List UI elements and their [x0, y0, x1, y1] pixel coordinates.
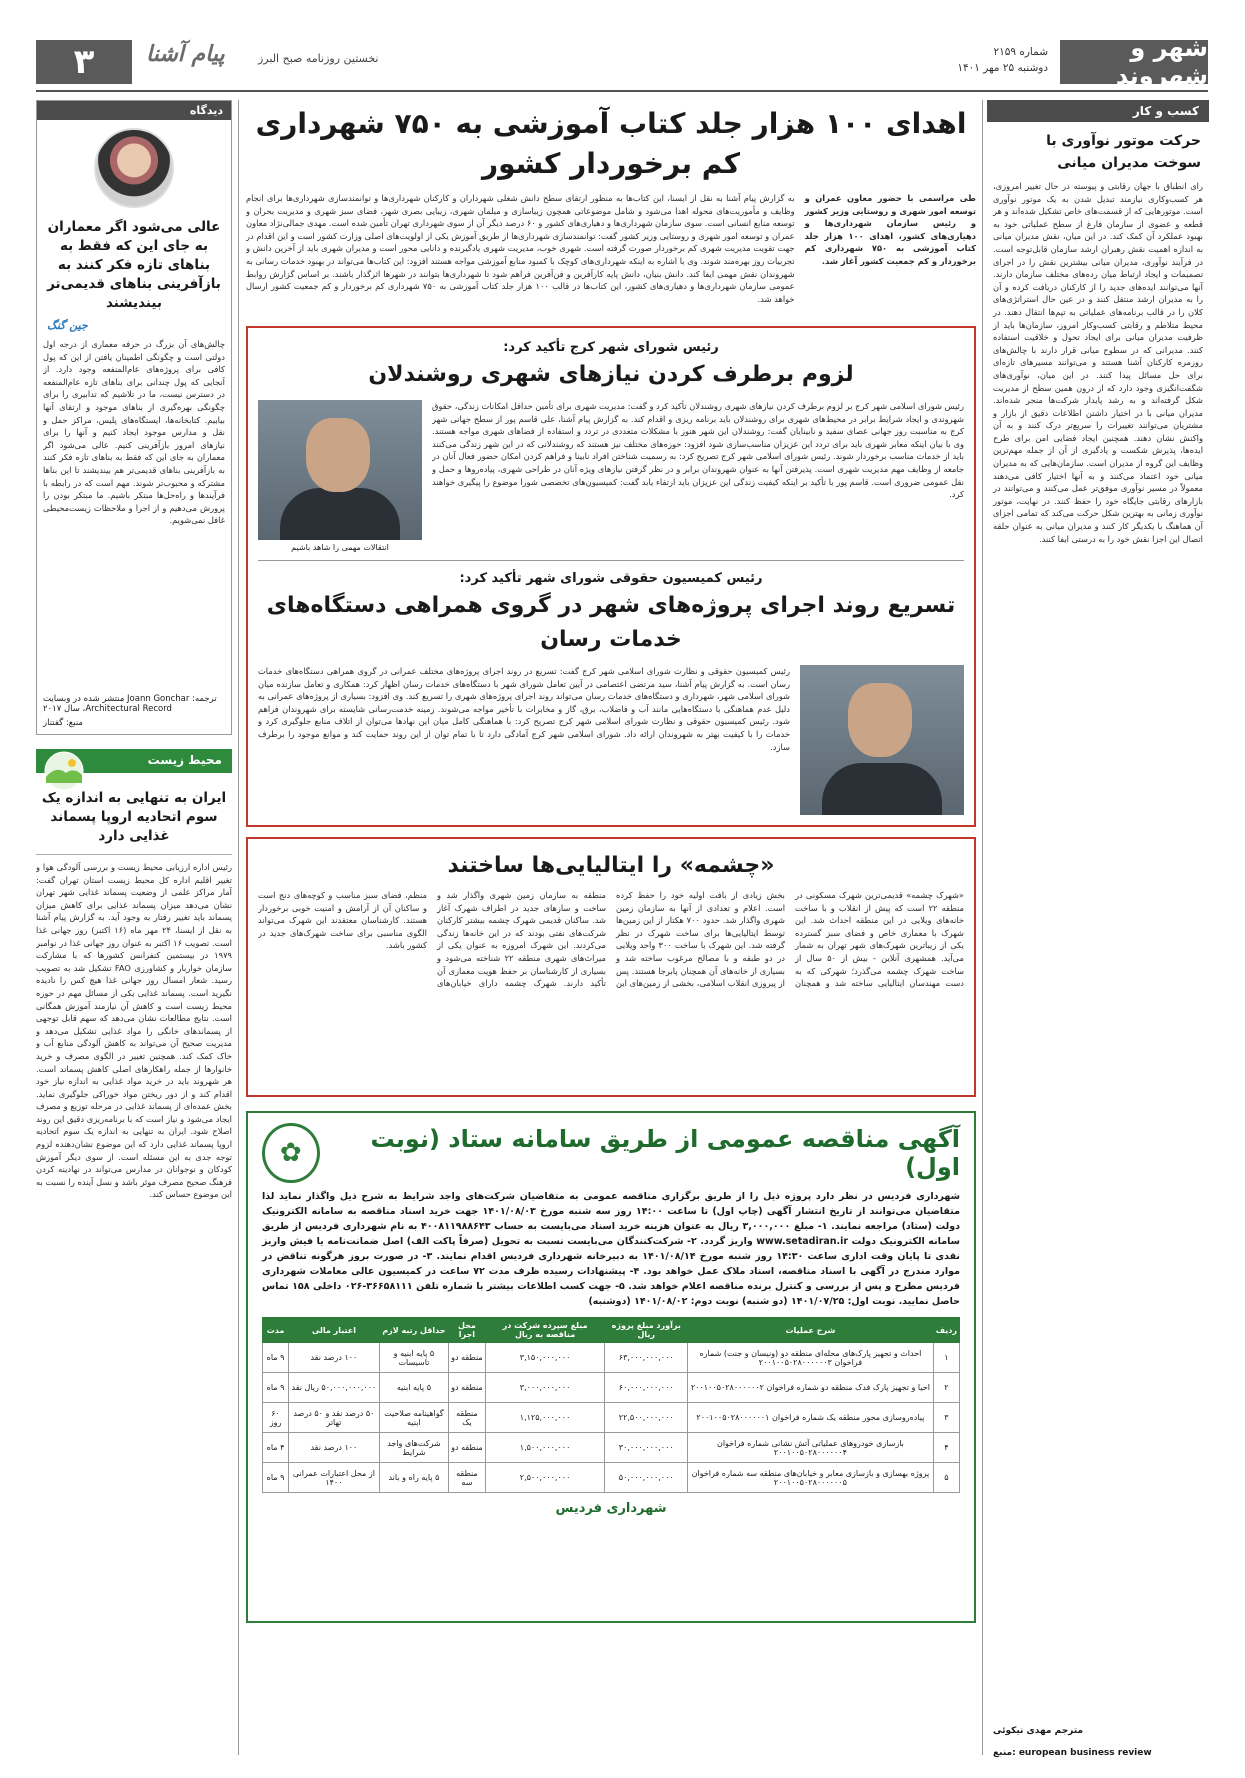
- table-cell: احیا و تجهیز پارک فدک منطقه دو شماره فراخوان ۲۰۰۱۰۰۵۰۲۸۰۰۰۰۰۰۲: [688, 1373, 934, 1403]
- council-body-row: [258, 400, 964, 552]
- main-headline: اهدای ۱۰۰ هزار جلد کتاب آموزشی به ۷۵۰ شهرداری کم برخوردار کشور: [255, 107, 967, 180]
- col-header: مبلغ سپرده شرکت در مناقصه به ریال: [485, 1318, 605, 1343]
- business-source: [987, 1742, 1209, 1764]
- table-cell: ۹ ماه: [263, 1343, 289, 1373]
- council-photo-wrap: [258, 400, 422, 552]
- column-divider: [982, 100, 983, 1755]
- council-photo: [258, 400, 422, 540]
- ad-header: [262, 1123, 960, 1183]
- environment-header: [36, 749, 232, 773]
- table-cell: ۶۰,۰۰۰,۰۰۰,۰۰۰: [605, 1373, 688, 1403]
- column-divider-left: [238, 100, 239, 1755]
- table-cell: منطقه دو: [449, 1343, 486, 1373]
- table-cell: ۲,۵۰۰,۰۰۰,۰۰۰: [485, 1463, 605, 1493]
- main-lead-text: طی مراسمی با حضور معاون عمران و توسعه امور شهری و روستایی وزیر کشور و رئیس سازمان شهرداری‌ها و دهیاری‌های کشور، اهدای ۱۰۰ هزار جلد کتاب آموزشی به ۷۵۰ شهرداری کم برخوردار و کم جمعیت کشور آغاز شد.: [804, 193, 976, 266]
- col-header: برآورد مبلغ پروژه ریال: [605, 1318, 688, 1343]
- council-article-box: [246, 326, 976, 827]
- table-cell: ۳۰,۰۰۰,۰۰۰,۰۰۰: [605, 1433, 688, 1463]
- environment-title: ایران به تنهایی به اندازه یک سوم اتحادیه اروپا پسماند غذایی دارد: [36, 773, 232, 855]
- masthead-rule: [36, 90, 1208, 92]
- council-caption: انتقالات مهمی را شاهد باشیم: [291, 543, 389, 552]
- table-cell: ۹ ماه: [263, 1463, 289, 1493]
- author-avatar: [94, 128, 174, 208]
- environment-header-label: محیط زیست: [147, 753, 222, 767]
- photo-face: [306, 418, 370, 492]
- environment-body: رئیس اداره ارزیابی محیط زیست و بررسی آلودگی هوا و تغییر اقلیم اداره کل محیط زیست استان تهران گفت: آمار مراکز علمی از وضعیت پسماند غذایی شهر تهران نشان می‌دهد میزان پسماند غذایی برای کاهش میزان پسماند باید تغییر رفتار به وجود آید. به گزارش پیام آشنا به نقل از ایسنا، ۲۴ مهر ماه (۱۶ اکتبر) روز جهانی غذا است. تصویب ۱۶ اکتبر به عنوان روز جهانی غذا در نوامبر ۱۹۷۹ در بیستمین کنفرانس کشورها که با مشارکت سازمان خواربار و کشاورزی FAO تشکیل شد به تصویب رسید. شعار امسال روز جهانی غذا هیچ کس را نادیده نگیرید است. پسماند غذایی یکی از مسائل مهم در حوزه محیط زیست است و کاهش آن نیازمند آموزش همگانی است. نتایج مطالعات نشان می‌دهد که سهم قابل توجهی از پسماندهای خانگی را مواد غذایی تشکیل می‌دهد و مدیریت صحیح آن می‌تواند به کاهش آلودگی منابع آب و خاک کمک کند. همچنین تغییر در الگوی مصرف و خرید خانوارها از جمله راهکارهای اصلی کاهش پسماند است. هر شهروند باید در خرید مواد غذایی به اندازه نیاز خود اقدام کند و از دور ریختن مواد خوراکی جلوگیری نماید. بخش عمده‌ای از پسماند غذایی در مرحله توزیع و مصرف ایجاد می‌شود و نیاز است که با برنامه‌ریزی دقیق این روند اصلاح شود. ایران به تنهایی به اندازه یک سوم اتحادیه اروپا پسماند غذایی دارد که این موضوع نشان‌دهنده لزوم توجه جدی به این مسئله است. از سوی دیگر آموزش کودکان و نوجوانان در مدارس می‌تواند در نهادینه کردن فرهنگ صحیح مصرف موثر باشد و نسل آینده را نسبت به این موضوع حساس کند.: [36, 862, 232, 1200]
- table-cell: ۵ پایه ابنیه: [379, 1373, 448, 1403]
- commission-pretitle: رئیس کمیسیون حقوقی شورای شهر تأکید کرد:: [459, 571, 763, 586]
- table-cell: ۱,۱۲۵,۰۰۰,۰۰۰: [485, 1403, 605, 1433]
- table-cell: ۳,۰۰۰,۰۰۰,۰۰۰: [485, 1373, 605, 1403]
- source-label: منبع:: [993, 1748, 1016, 1758]
- landscape-icon: [42, 751, 86, 791]
- table-cell: ۴ ماه: [263, 1433, 289, 1463]
- table-cell: ۶۰ روز: [263, 1403, 289, 1433]
- spring-title: «چشمه» را ایتالیایی‌ها ساختند: [447, 853, 775, 878]
- table-cell: ۱,۵۰۰,۰۰۰,۰۰۰: [485, 1433, 605, 1463]
- table-cell: ۲: [933, 1373, 959, 1403]
- table-cell: ۶۳,۰۰۰,۰۰۰,۰۰۰: [605, 1343, 688, 1373]
- ad-title: آگهی مناقصه عمومی از طریق سامانه ستاد (نوبت اول): [370, 1125, 960, 1181]
- photo-suit: [280, 488, 400, 540]
- col-header: حداقل رتبه لازم: [379, 1318, 448, 1343]
- municipality-emblem-icon: ✿: [262, 1123, 320, 1183]
- page-number: ۳: [36, 40, 132, 84]
- table-cell: منطقه دو: [449, 1373, 486, 1403]
- col-header: شرح عملیات: [688, 1318, 934, 1343]
- opinion-author: جین گنگ: [47, 319, 88, 332]
- commission-photo: [800, 665, 964, 815]
- table-cell: ۱۰۰ درصد نقد: [289, 1433, 380, 1463]
- table-cell: ۲۲,۵۰۰,۰۰۰,۰۰۰: [605, 1403, 688, 1433]
- commission-body-row: [258, 665, 964, 815]
- col-header: اعتبار مالی: [289, 1318, 380, 1343]
- opinion-body: چالش‌های آن بزرگ در حرفه معماری از درجه اول دولتی است و چگونگی اطمینان یافتن از این که پول کافی برای پروژه‌های عام‌المنفعه وجود دارد. از آنجایی که پول چندانی برای بناهای تازه عام‌المنفعه در دسترس نیست، ما در تلاشیم که تدابیری را برای چگونگی بهره‌گیری از بناهای موجود و ارتقای آنها بیابیم. کتابخانه‌ها، ایستگاه‌های پلیس، مراکز حمل و نقل و مدارس موجود ایجاد کنیم و آنها را برای نیازهای امروز بازآفرینی کنیم. عالی می‌شود اگر معماران به جای این که فقط به بناهای تازه فکر کنند به بازآفرینی بناهای قدیمی‌تر هم بیندیشند تا این بناها مشترکه و محبوب‌تر شوند. مهم است که در رابطه با فرآیندها و راه‌حل‌ها مبتکر باشیم. ما مبتکر بودن را پرورش می‌دهیم و از اجرا و ملاحظات زیست‌محیطی غافل نمی‌شویم.: [43, 339, 225, 526]
- business-header: کسب و کار: [987, 100, 1209, 122]
- table-cell: ۵ پایه راه و باند: [379, 1463, 448, 1493]
- table-cell: منطقه سه: [449, 1463, 486, 1493]
- table-cell: منطقه یک: [449, 1403, 486, 1433]
- commission-title: تسریع روند اجرای پروژه‌های شهر در گروی همراهی دستگاه‌های خدمات رسان: [266, 593, 956, 652]
- newspaper-tagline: نخستین روزنامه صبح البرز: [258, 52, 379, 65]
- main-article: [246, 192, 976, 316]
- business-translator: مترجم مهدی نیکوئی: [993, 1726, 1084, 1736]
- business-body: رای انطباق با جهان رقابتی و پیوسته در حال تغییر امروزی، هر کسب‌وکاری نیازمند تبدیل شدن به یک موتور نوآوری است. موتورهایی که از قسمت‌های خاص تشکیل شده‌اند و هر قطعه و عضوی از سازمان فارغ از سطح عملیاتی خود به بهبود عملکرد آن کمک کند. در این میان، نقش مدیران میانی به اندازه اهمیت نقش رهبران ارشد سازمان قابل‌توجه است. در فرآیند نوآوری، مدیران میانی بیشترین نقش را در اجرای تصمیمات و ایجاد ارتباط میان رده‌های مختلف سازمان دارند. آنها می‌توانند ایده‌های جدید را از کارکنان دریافت کرده و آن را به مدیران ارشد منتقل کنند و در عین حال استراتژی‌های کلان را در قالب برنامه‌های عملیاتی به تیم‌ها انتقال دهند. در محیط متلاطم و رقابتی کسب‌وکار امروز، سازمان‌ها باید از ظرفیت مدیران میانی برای ایجاد تحول و خلاقیت استفاده کنند. مدیرانی که در سطوح میانی قرار دارند با چالش‌های روزمره کارکنان آشنا هستند و می‌توانند مسیرهای تازه‌ای برای حل مسائل پیدا کنند. در این میان، نوآوری‌های شگفت‌انگیزی وجود دارد که از درون همین سطح از مدیریت شکل گرفته‌اند و به رشد پایدار شرکت‌ها منجر شده‌اند. مدیران میانی با در اختیار داشتن اطلاعات دقیق از بازار و مشتریان می‌توانند تغییرات را سریع‌تر درک کنند و به آن واکنش نشان دهند. همچنین ایجاد فضایی امن برای طرح ایده‌ها، پذیرش شکست و یادگیری از آن از جمله مهم‌ترین وظایف این گروه از مدیران است. سازمان‌هایی که به مدیران میانی خود اعتماد می‌کنند و به آنها اختیار کافی می‌دهند معمولاً در مسیر نوآوری موفق‌تر عمل می‌کنند و می‌توانند در بازارهای رقابتی جایگاه خود را حفظ کنند. در نهایت، موتور نوآوری زمانی به بهترین شکل حرکت می‌کند که تمامی اجزای آن هماهنگ با یکدیگر کار کنند و مدیران میانی به عنوان حلقه اتصال این اجزا نقش خود را به درستی ایفا کنند.: [992, 181, 1203, 544]
- table-row: [263, 1463, 960, 1493]
- table-cell: ۴: [933, 1433, 959, 1463]
- table-cell: از محل اعتبارات عمرانی ۱۴۰۰: [289, 1463, 380, 1493]
- issue-date: دوشنبه ۲۵ مهر ۱۴۰۱: [957, 62, 1048, 74]
- col-header: محل اجرا: [449, 1318, 486, 1343]
- opinion-header: دیدگاه: [37, 101, 231, 120]
- table-row: [263, 1373, 960, 1403]
- spring-body: «شهرک چشمه» قدیمی‌ترین شهرک مسکونی در منطقه ۲۲ است که پیش از انقلاب و با ساخت خانه‌های ویلایی در این منطقه احداث شد. این شهرک با معماری خاص و فضای سبز گسترده یکی از زیباترین شهرک‌های شهر تهران به شمار می‌آید. همشهری آنلاین - بیش از ۵۰ سال از ساخت شهرک چشمه می‌گذرد؛ شهرکی که به دست مهندسان ایتالیایی ساخته شد و همچنان بخش زیادی از بافت اولیه خود را حفظ کرده است. اعلام و تعدادی از آنها به سازمان زمین شهری واگذار شد. حدود ۷۰۰ هکتار از این زمین‌ها توسط ایتالیایی‌ها برای ساخت شهرک در نظر گرفته شد. این شهرک با ساخت ۳۰۰ واحد ویلایی در دو طبقه و با مصالح مرغوب ساخته شد و بسیاری از خانه‌های آن همچنان پابرجا هستند. پس از پیروزی انقلاب اسلامی، بخشی از زمین‌های این منطقه به سازمان زمین شهری واگذار شد و ساخت و سازهای جدید در اطراف شهرک آغاز شد. ساکنان قدیمی شهرک چشمه بیشتر کارکنان شرکت‌های نفتی بودند که در این خانه‌ها زندگی می‌کردند. این شهرک امروزه به عنوان یکی از میراث‌های شهری منطقه ۲۲ شناخته می‌شود و بسیاری از کارشناسان بر حفظ هویت معماری آن تأکید دارند. شهرک چشمه دارای خیابان‌های منظم، فضای سبز مناسب و کوچه‌های دنج است و ساکنان آن از آرامش و امنیت خوبی برخوردار هستند. کارشناسان معتقدند این شهرک می‌تواند الگوی مناسبی برای ساخت شهرک‌های جدید در کشور باشد.: [258, 890, 964, 989]
- table-cell: ۳,۱۵۰,۰۰۰,۰۰۰: [485, 1343, 605, 1373]
- table-cell: گواهینامه صلاحیت ابنیه: [379, 1403, 448, 1433]
- tender-ad: [246, 1111, 976, 1623]
- main-article-lead: [805, 192, 976, 316]
- tender-table: [262, 1317, 960, 1493]
- table-cell: بازسازی خودروهای عملیاتی آتش نشانی شماره فراخوان ۲۰۰۱۰۰۵۰۲۸۰۰۰۰۰۰۴: [688, 1433, 934, 1463]
- council-body: رئیس شورای اسلامی شهر کرج بر لزوم برطرف کردن نیازهای شهری روشندلان تأکید کرد و گفت: مدیریت شهری برای تأمین حداقل امکانات زندگی، حقوق شهروندی و ایجاد شرایط برابر در محیط‌های شهری برای روشندلان باید برنامه ریزی و اقدام کند. به گزارش پیام آشنا، علی قاسم پور از سطح جهانی شهر کرج به مناسبت روز جهانی عصای سفید و نابینایان گفت: روشندلان این شهر هنوز با مشکلات متعددی در تردد و استفاده از فضاهای شهری مواجه هستند. وی با بیان اینکه معابر شهری باید برای تردد این عزیزان مناسب‌سازی شود افزود: حوزه‌های مختلف نیز هستند که روشندلانی که در این شهر زندگی می‌کنند باید از خدمات مناسب برخوردار شوند. رئیس شورای اسلامی شهر کرج تصریح کرد: به رسمیت شناختن افراد نابینا و فراهم کردن امکان حضور فعال آنان در جامعه از وظایف مهم مدیریت شهری است. پذیرفتن آنها به عنوان شهروندان برابر و در نظر گرفتن نیازهای ویژه آنان در طراحی شهری، پیاده‌روها و حمل و نقل عمومی ضروری است. قاسم پور با تأکید بر اینکه کیفیت زندگی این عزیزان باید ارتقاء یابد گفت: کمیسیون‌های تخصصی شورا موضوع را پیگیری خواهند کرد.: [432, 401, 964, 500]
- section-title: شهر و شهروند: [1060, 40, 1208, 84]
- newspaper-logo: پیام آشنا: [146, 42, 225, 67]
- main-article-body: به گزارش پیام آشنا به نقل از ایسنا، این کتاب‌ها به منظور ارتقای سطح دانش شغلی شهرداران و کارکنان شهرداری‌ها و توانمندسازی شهرداری‌ها برای انجام وظایف و مأموریت‌های محوله اهدا می‌شود و شامل موضوعاتی همچون زیباسازی و مبلمان شهری، زیبایی بصری شهر، فضای سبز شهری و مدیریت بحران و توسعه منابع انسانی است. سوی سازمان شهرداری‌ها و دهیاری‌های کشور و ۶۰ درصد دیگر آن از سوی شهرداری تهران تأمین شده است. مهدی جمالی‌نژاد معاون عمران و توسعه امور شهری و روستایی وزیر کشور گفت: توانمندسازی شهرداری‌ها از طریق آموزش یکی از اولویت‌های اصلی وزارت کشور است و این اقدام در جهت تقویت مدیریت شهری کم برخوردار صورت گرفته است. شهری خوب، مدیریت شهری یادگیرنده و دانایی محور است و مدیران شهری باید از آخرین دانش و تجربیات روز بهره‌مند شوند. وی با اشاره به اینکه شهرداری‌های کوچک با کمبود منابع آموزشی مواجه هستند افزود: این کتاب‌ها می‌تواند در بهبود خدمات رسانی به شهروندان نقش مهمی ایفا کند. دانش بنیان، دانش پایه کارآفرین و فن‌آفرین فراهم شود تا شهرداری‌ها بتوانند در شهرها اثرگذار باشند. بر اساس گزارش روابط عمومی سازمان شهرداری‌ها و دهیاری‌های کشور، این کتاب‌ها در قالب ۱۰۰ هزار جلد کتاب آموزشی به ۷۵۰ شهرداری کم برخوردار و کم جمعیت کشور ارسال خواهد شد.: [246, 193, 795, 304]
- center-content: [246, 100, 976, 1623]
- ad-signature: شهرداری فردیس: [555, 1501, 667, 1516]
- col-header: ردیف: [933, 1318, 959, 1343]
- table-cell: ۱۰۰ درصد نقد: [289, 1343, 380, 1373]
- ad-text: شهرداری فردیس در نظر دارد پروژه ذیل را از طریق برگزاری مناقصه عمومی به متقاضیان شرکت‌های واجد شرایط به شرح ذیل واگذار نماید لذا متقاضیان می‌توانند از تاریخ انتشار آگهی (چاپ اول) تا ساعت ۱۴:۰۰ روز سه شنبه مورخ ۱۴۰۱/۰۸/۰۳ جهت خرید اسناد مناقصه به سامانه الکترونیک دولت (ستاد) مراجعه نمایند. ۱- مبلغ ۳,۰۰۰,۰۰۰ ریال به عنوان هزینه خرید اسناد می‌بایست به حساب ۴۰۰۸۱۱۹۸۸۶۴۳ به نام شهرداری فردیس از طریق سامانه الکترونیک دولت www.setadiran.ir واریز گردد. ۲- شرکت‌کنندگان می‌بایست نسبت به تحویل (صرفاً پاکت الف) اصل ضمانت‌نامه یا فیش واریز نقدی تا پایان وقت اداری ساعت ۱۴:۳۰ روز شنبه مورخ ۱۴۰۱/۰۸/۱۴ به دبیرخانه شهرداری فردیس اقدام نمایند. ۳- در صورت بروز هرگونه تناقض در موارد مندرج در آگهی با اسناد مناقصه، اسناد ملاک عمل خواهد بود. ۴- پیشنهادات رسیده ظرف مدت ۷۲ ساعت در کمیسیون عالی معاملات شهرداری فردیس مطرح و پس از بررسی و کنترل برنده مناقصه اعلام خواهد شد. ۵- جهت کسب اطلاعات بیشتر با شماره تلفن ۳۶۶۵۸۱۱۱-۰۲۶ داخلی ۱۵۸ تماس حاصل نمایید. نوبت اول: ۱۴۰۱/۰۷/۲۵ (دو شنبه) نوبت دوم: ۱۴۰۱/۰۸/۰۲ (دوشنبه): [262, 1191, 961, 1307]
- table-cell: شرکت‌های واجد شرایط: [379, 1433, 448, 1463]
- source-name: european business review: [1018, 1748, 1152, 1758]
- business-column: [987, 100, 1209, 1758]
- opinion-source: منبع: گفتنار: [43, 718, 83, 728]
- commission-body: رئیس کمیسیون حقوقی و نظارت شورای اسلامی شهر کرج گفت: تسریع در روند اجرای پروژه‌های مختلف عمرانی در گروی همراهی دستگاه‌های خدمات رسان است. به گزارش پیام آشنا، سید مرتضی اعتصامی در آیین تعامل شورای شهر با دستگاه‌های خدمات رسان اظهار کرد: همکاری و تعامل سازنده میان شورای اسلامی شهر، شهرداری و دستگاه‌های خدمات رسان می‌تواند روند اجرای پروژه‌های شهری را تسریع کند. وی افزود: بسیاری از پروژه‌های عمرانی به دلیل عدم هماهنگی با دستگاه‌هایی مانند آب و فاضلاب، برق، گاز و مخابرات با تأخیر مواجه می‌شوند. زمینه خدمت‌رسانی شایسته برای شهروندان فراهم شود. رئیس کمیسیون حقوقی و نظارت شورای اسلامی شهر کرج تصریح کرد: با هماهنگی کامل میان این نهادها می‌توان از اتلاف منابع جلوگیری کرد و خدمات را با کیفیت بهتر به شهروندان ارائه داد. شورای اسلامی شهر کرج آمادگی دارد تا با تمام توان از این روند حمایت کند و موانع موجود را برطرف سازد.: [258, 666, 790, 752]
- business-title: حرکت موتور نوآوری با سوخت مدیران میانی: [1046, 133, 1201, 171]
- opinion-box: [36, 100, 232, 735]
- table-cell: ۹ ماه: [263, 1373, 289, 1403]
- table-cell: پروژه بهسازی و بازسازی معابر و خیابان‌های منطقه سه شماره فراخوان ۲۰۰۱۰۰۵۰۲۸۰۰۰۰۰۰۵: [688, 1463, 934, 1493]
- opinion-credit: ترجمه: Joann Gonchar منتشر شده در وبسایت Architectural Record، سال ۲۰۱۷: [43, 694, 217, 714]
- table-cell: ۵۰,۰۰۰,۰۰۰,۰۰۰ ریال نقد: [289, 1373, 380, 1403]
- table-cell: ۵ پایه ابنیه و تاسیسات: [379, 1343, 448, 1373]
- issue-info: [957, 44, 1048, 76]
- photo-face: [848, 683, 912, 757]
- spring-article-box: [246, 837, 976, 1097]
- table-row: [263, 1433, 960, 1463]
- left-column: [36, 100, 232, 1207]
- table-cell: پیاده‌روسازی محور منطقه یک شماره فراخوان ۲۰۰۱۰۰۵۰۲۸۰۰۰۰۰۰۱: [688, 1403, 934, 1433]
- issue-number: شماره ۲۱۵۹: [993, 46, 1048, 58]
- masthead: [36, 34, 1208, 90]
- table-row: [263, 1343, 960, 1373]
- table-cell: ۵: [933, 1463, 959, 1493]
- commission-article: [258, 560, 964, 815]
- table-cell: احداث و تجهیز پارک‌های محله‌ای منطقه دو (ونیسان و جنت) شماره فراخوان ۲۰۰۱۰۰۵۰۲۸۰۰۰۰۰۰۳: [688, 1343, 934, 1373]
- opinion-title: عالی می‌شود اگر معماران به جای این که فقط به بناهای تازه فکر کنند به بازآفرینی بناهای قدیمی‌تر بیندیشند: [47, 219, 221, 311]
- col-header: مدت: [263, 1318, 289, 1343]
- table-cell: ۳: [933, 1403, 959, 1433]
- council-title: لزوم برطرف کردن نیازهای شهری روشندلان: [368, 362, 854, 387]
- table-row: [263, 1403, 960, 1433]
- council-pretitle: رئیس شورای شهر کرج تأکید کرد:: [503, 340, 719, 355]
- table-cell: منطقه دو: [449, 1433, 486, 1463]
- table-cell: ۵۰,۰۰۰,۰۰۰,۰۰۰: [605, 1463, 688, 1493]
- table-header-row: [263, 1318, 960, 1343]
- table-cell: ۱: [933, 1343, 959, 1373]
- table-cell: ۵۰ درصد نقد و ۵۰ درصد تهاتر: [289, 1403, 380, 1433]
- photo-suit: [822, 763, 942, 815]
